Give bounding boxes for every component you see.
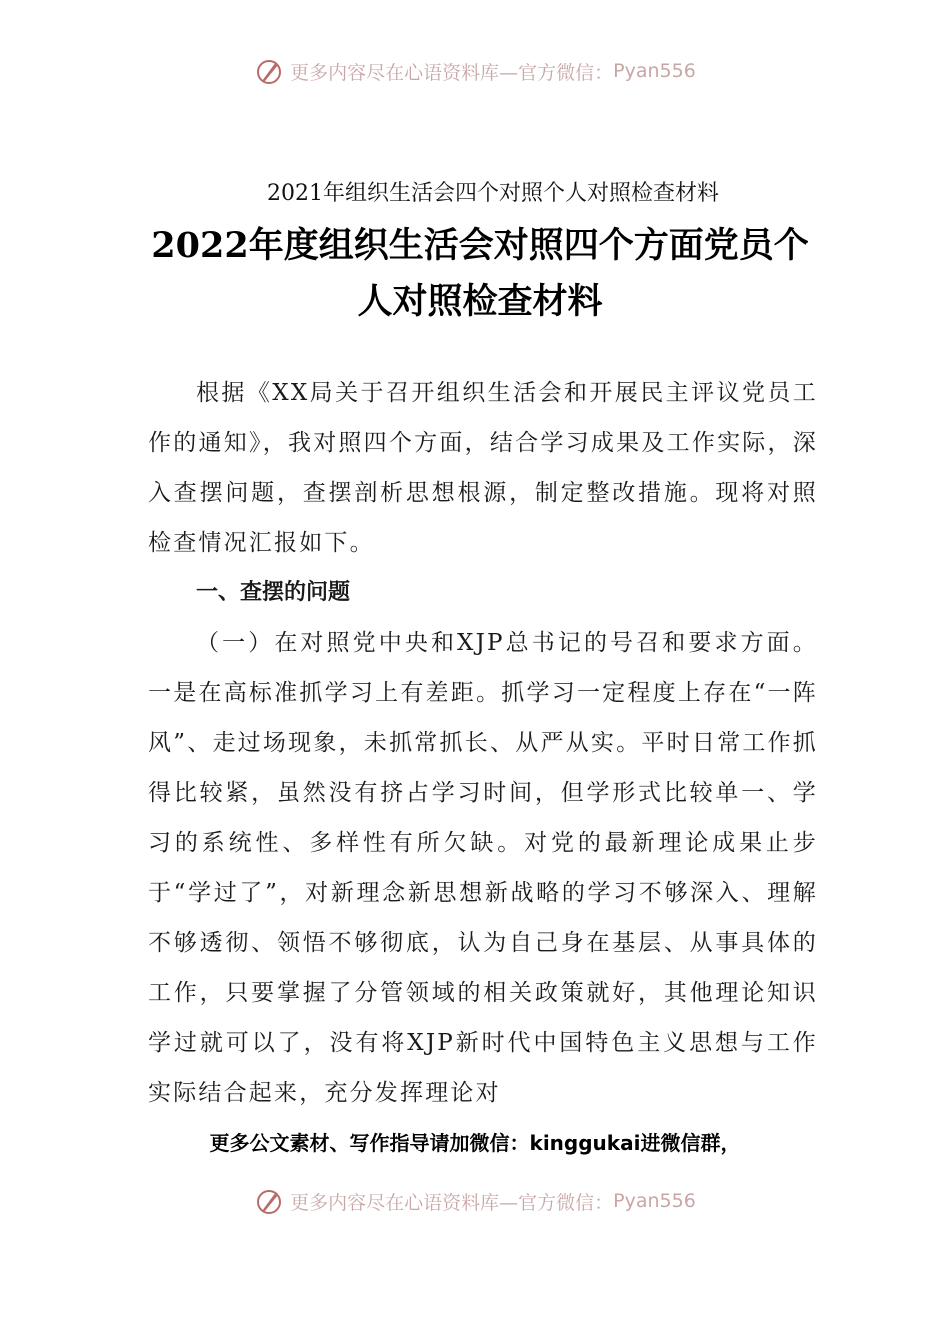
- section-paragraph: （一）在对照党中央和XJP总书记的号召和要求方面。一是在高标准抓学习上有差距。抓学习一定程度上存在“一阵风”、走过场现象，未抓常抓长、从严从实。平时日常工作抓得比较紧，虽然没有挤占学习时间，但学形式比较单一、学习的系统性、多样性有所欠缺。对党的最新理论成果止步于“学过了”，对新理念新思想新战略的学习不够深入、理解不够透彻、领悟不够彻底，认为自己身在基层、从事具体的工作，只要掌握了分管领域的相关政策就好，其他理论知识学过就可以了，没有将XJP新时代中国特色主义思想与工作实际结合起来，充分发挥理论对: [148, 630, 818, 1106]
- watermark-top: [0, 56, 950, 86]
- document-title: 2022年度组织生活会对照四个方面党员个人对照检查材料: [151, 225, 809, 322]
- section-heading: 一、查摆的问题: [196, 580, 351, 605]
- watermark-id: Pyan556: [613, 60, 696, 82]
- intro-paragraph: 根据《XX局关于召开组织生活会和开展民主评议党员工作的通知》，我对照四个方面，结合学习成果及工作实际，深入查摆问题，查摆剖析思想根源，制定整改措施。现将对照检查情况汇报如下。: [148, 380, 818, 556]
- watermark-text: 更多内容尽在心语资料库—官方微信：: [290, 1191, 614, 1214]
- watermark-text: 更多内容尽在心语资料库—官方微信：: [290, 61, 614, 84]
- watermark-id: Pyan556: [613, 1190, 696, 1212]
- document-body: [148, 368, 818, 1118]
- quill-logo-icon: [254, 56, 284, 86]
- promo-text: 更多公文素材、写作指导请加微信：kinggukai进微信群，: [209, 1131, 741, 1155]
- quill-logo-icon: [254, 1186, 284, 1216]
- watermark-bottom: [0, 1186, 950, 1216]
- document-subtitle: 2021年组织生活会四个对照个人对照检查材料: [267, 181, 719, 206]
